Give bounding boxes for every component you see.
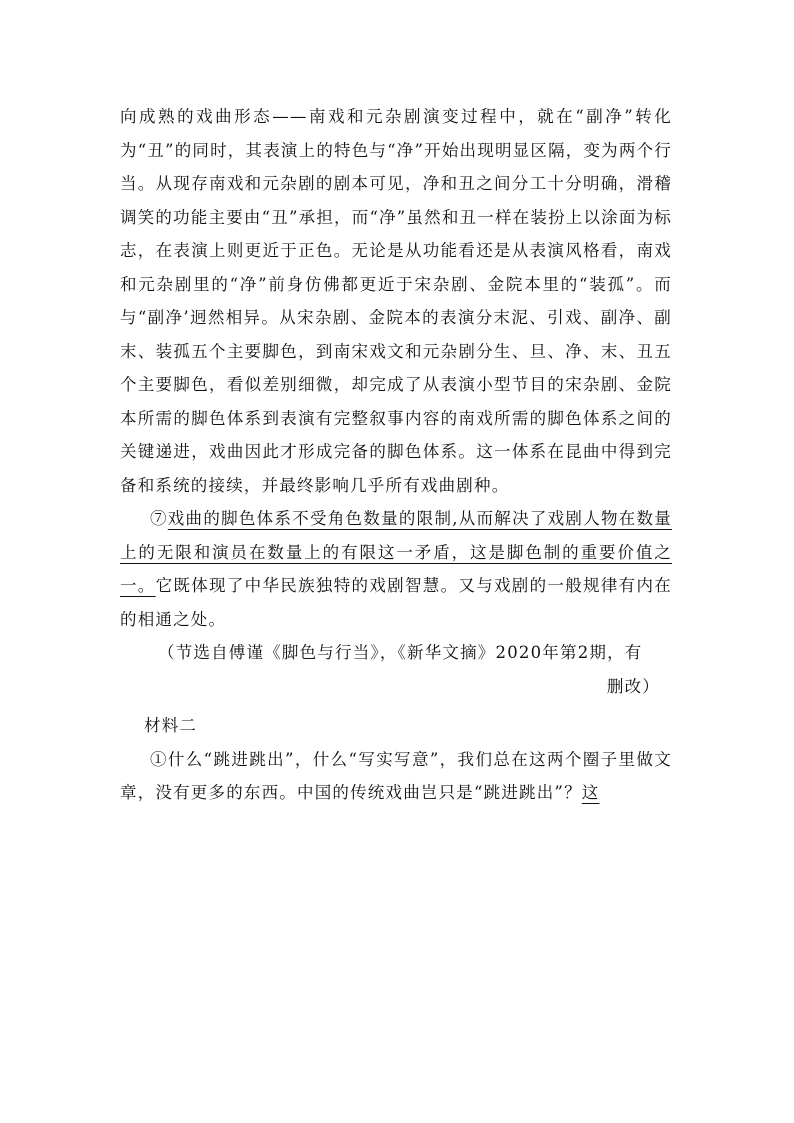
paragraph-marker: ⑦ bbox=[150, 509, 168, 528]
underlined-text: 这 bbox=[581, 783, 600, 802]
source-citation-end: 删改） bbox=[606, 676, 660, 696]
underlined-sentence: 戏曲的脚色体系不受角色数量的限制,从而解决了戏剧人物在数量上的无限和演员在数量上的有限这一矛盾，这是脚色制的重要价值之一。 bbox=[120, 509, 672, 595]
paragraph-7 bbox=[120, 502, 672, 636]
document-body bbox=[120, 100, 672, 810]
paragraph-text: 什么“跳进跳出”，什么“写实写意”，我们总在这两个圈子里做文章，没有更多的东西。中国的传统戏曲岂只是“跳进跳出”？ bbox=[120, 749, 672, 802]
section-heading: 材料二 bbox=[144, 716, 198, 735]
source-citation: （节选自傅谨《脚色与行当》，《新华文摘》2020年第2期，有 bbox=[158, 643, 643, 662]
paragraph-marker: ① bbox=[150, 749, 168, 769]
paragraph-b1 bbox=[120, 743, 672, 810]
paragraph-continued: 向成熟的戏曲形态——南戏和元杂剧演变过程中，就在“副净”转化为“丑”的同时，其表演上的特色与“净”开始出现明显区隔，变为两个行当。从现存南戏和元杂剧的剧本可见，净和丑之间分工十分明确，滑稽调笑的功能主要由“丑”承担，而“净”虽然和丑一样在装扮上以涂面为标志，在表演上则更近于正色。无论是从功能看还是从表演风格看，南戏和元杂剧里的“净”前身仿佛都更近于宋杂剧、金院本里的“装孤”。而与“副净’迥然相异。从宋杂剧、金院本的表演分末泥、引戏、副净、副末、装孤五个主要脚色，到南宋戏文和元杂剧分生、旦、净、末、丑五个主要脚色，看似差别细微，却完成了从表演小型节目的宋杂剧、金院本所需的脚色体系到表演有完整叙事内容的南戏所需的脚色体系之间的关键递进，戏曲因此才形成完备的脚色体系。这一体系在昆曲中得到完备和系统的接续，并最终影响几乎所有戏曲剧种。 bbox=[120, 107, 672, 495]
paragraph-text: 它既体现了中华民族独特的戏剧智慧。又与戏剧的一般规律有内在的相通之处。 bbox=[120, 576, 672, 629]
